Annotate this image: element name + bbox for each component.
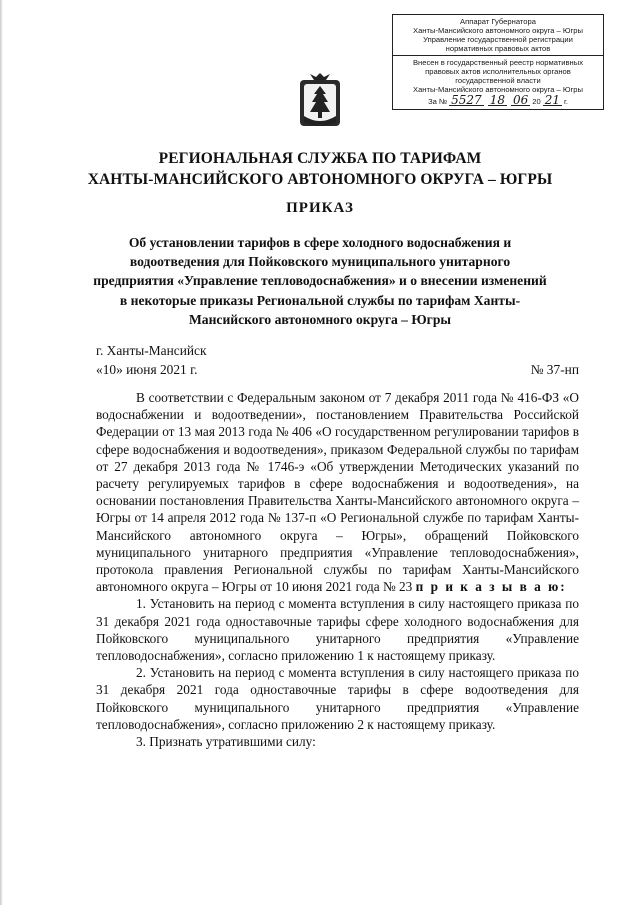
stamp-line: государственной власти: [455, 76, 541, 85]
stamp-reg-day: 18: [489, 93, 505, 107]
document-type: ПРИКАЗ: [286, 200, 354, 216]
stamp-reg-number: 5527: [451, 93, 482, 107]
item-2-paragraph: 2. Установить на период с момента вступления в силу настоящего приказа по 31 декабря 2021 года одноставочные тарифы в сфере водоотведения для Пойковского муниципального унитарного предприятия «Управление тепловодоснабжения», согласно приложению 2 к настоящему приказу.: [96, 665, 579, 732]
document-number: № 37-нп: [530, 362, 579, 377]
document-place: г. Ханты-Мансийск: [96, 343, 207, 358]
item-3-paragraph: 3. Признать утратившими силу:: [136, 734, 316, 750]
stamp-line: Внесен в государственный реестр нормативных: [412, 58, 584, 67]
issuer-title: [40, 148, 600, 190]
stamp-line: нормативных правовых актов: [445, 44, 551, 53]
stamp-line: Ханты-Мансийского автономного округа – Югры: [413, 85, 583, 94]
document-date: «10» июня 2021 г.: [96, 362, 198, 377]
order-word: п р и к а з ы в а ю:: [415, 579, 567, 595]
stamp-line: Аппарат Губернатора: [460, 17, 536, 26]
issuer-title-line: ХАНТЫ-МАНСИЙСКОГО АВТОНОМНОГО ОКРУГА – ЮГРЫ: [87, 171, 553, 188]
stamp-reg-prefix: За №: [428, 97, 448, 106]
stamp-reg-year: 21: [544, 93, 560, 107]
registration-stamp: [392, 14, 604, 132]
document-subject: Об установлении тарифов в сфере холодного водоснабжения и водоотведения для Пойковского муниципального унитарного предприятия «Управление тепловодоснабжения» и о внесении изменений в некоторые приказы Региональной службы по тарифам Ханты-Мансийского автономного округа – Югры: [93, 235, 547, 327]
stamp-line: правовых актов исполнительных органов: [425, 67, 571, 76]
stamp-registration-row: [397, 93, 599, 107]
stamp-line: Управление государственной регистрации: [423, 35, 573, 44]
coat-of-arms-icon: [296, 72, 344, 132]
stamp-header: [392, 14, 604, 55]
stamp-reg-year-prefix: 20: [532, 97, 541, 106]
preamble-paragraph: [96, 389, 579, 595]
issuer-title-line: РЕГИОНАЛЬНАЯ СЛУЖБА ПО ТАРИФАМ: [158, 150, 482, 167]
item-1-paragraph: 1. Установить на период с момента вступления в силу настоящего приказа по 31 декабря 2021 года одноставочные тарифы сфере холодного водоснабжения для Пойковского муниципального унитарного предприятия «Управление тепловодоснабжения», согласно приложению 1 к настоящему приказу.: [96, 596, 579, 664]
stamp-reg-suffix: г.: [563, 97, 568, 106]
stamp-reg-month: 06: [512, 93, 529, 107]
document-body: [96, 389, 579, 750]
stamp-body: [392, 55, 604, 110]
scan-edge-shadow: [0, 0, 3, 905]
preamble-text: В соответствии с Федеральным законом от 7 декабря 2011 года № 416-ФЗ «О водоснабжении и водоотведении», постановлением Правительства Российской Федерации от 13 мая 2013 года № 406 «О государственном регулировании тарифов в сфере водоснабжения и водоотведения», приказом Федеральной службы по тарифам от 27 декабря 2013 года № 1746-э «Об утверждении Методических указаний по расчету регулируемых тарифов в сфере водоснабжения и водоотведения», на основании постановления Правительства Ханты-Мансийского автономного округа – Югры от 14 апреля 2012 года № 137-п «О Региональной службе по тарифам Ханты-Мансийского автономного округа – Югры», обращений Пойковского муниципального унитарного предприятия «Управление тепловодоснабжения», протокола правления Региональной службы по тарифам Ханты-Мансийского автономного округа – Югры от 10 июня 2021 года № 23: [96, 390, 579, 595]
stamp-line: Ханты-Мансийского автономного округа – Югры: [413, 26, 583, 35]
